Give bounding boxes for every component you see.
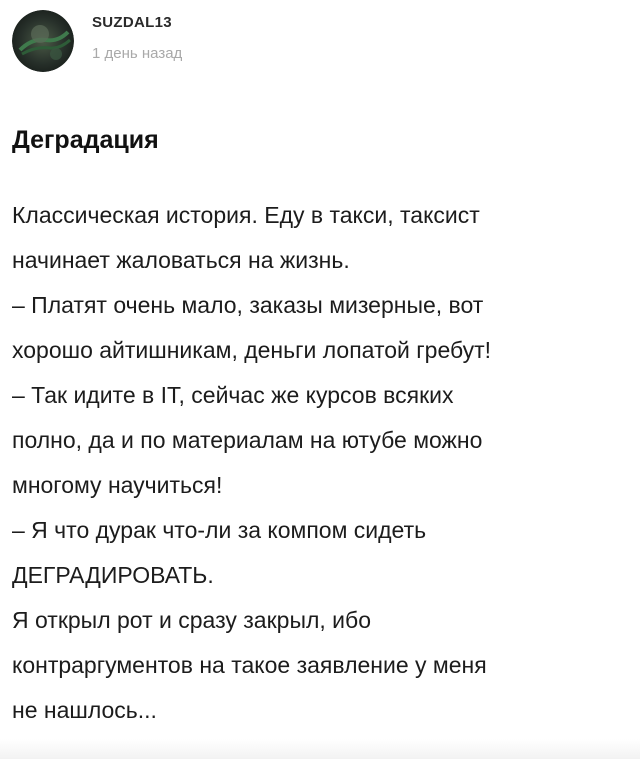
post-title: Деградация xyxy=(12,126,159,154)
post-body xyxy=(12,193,628,733)
post-body-line: полно, да и по материалам на ютубе можно xyxy=(12,427,483,453)
post-body-line: хорошо айтишникам, деньги лопатой гребут! xyxy=(12,337,492,363)
author-name[interactable]: SUZDAL13 xyxy=(92,14,172,31)
bottom-fade xyxy=(0,739,640,759)
post-body-line: начинает жаловаться на жизнь. xyxy=(12,247,350,273)
avatar[interactable] xyxy=(12,10,74,72)
post-header xyxy=(12,6,182,76)
post-body-line: – Платят очень мало, заказы мизерные, вот xyxy=(12,292,484,318)
post-body-line: не нашлось... xyxy=(12,697,157,723)
post-timestamp: 1 день назад xyxy=(92,45,183,62)
post-body-line: ДЕГРАДИРОВАТЬ. xyxy=(12,562,214,588)
post-body-line: – Так идите в IT, сейчас же курсов всяких xyxy=(12,382,454,408)
post-body-line: – Я что дурак что-ли за компом сидеть xyxy=(12,517,427,543)
post-meta xyxy=(92,14,182,62)
post-body-line: Я открыл рот и сразу закрыл, ибо xyxy=(12,607,371,633)
post-body-line: контраргументов на такое заявление у меня xyxy=(12,652,487,678)
avatar-image xyxy=(12,10,74,72)
post-body-line: многому научиться! xyxy=(12,472,223,498)
post-body-line: Классическая история. Еду в такси, таксист xyxy=(12,202,480,228)
